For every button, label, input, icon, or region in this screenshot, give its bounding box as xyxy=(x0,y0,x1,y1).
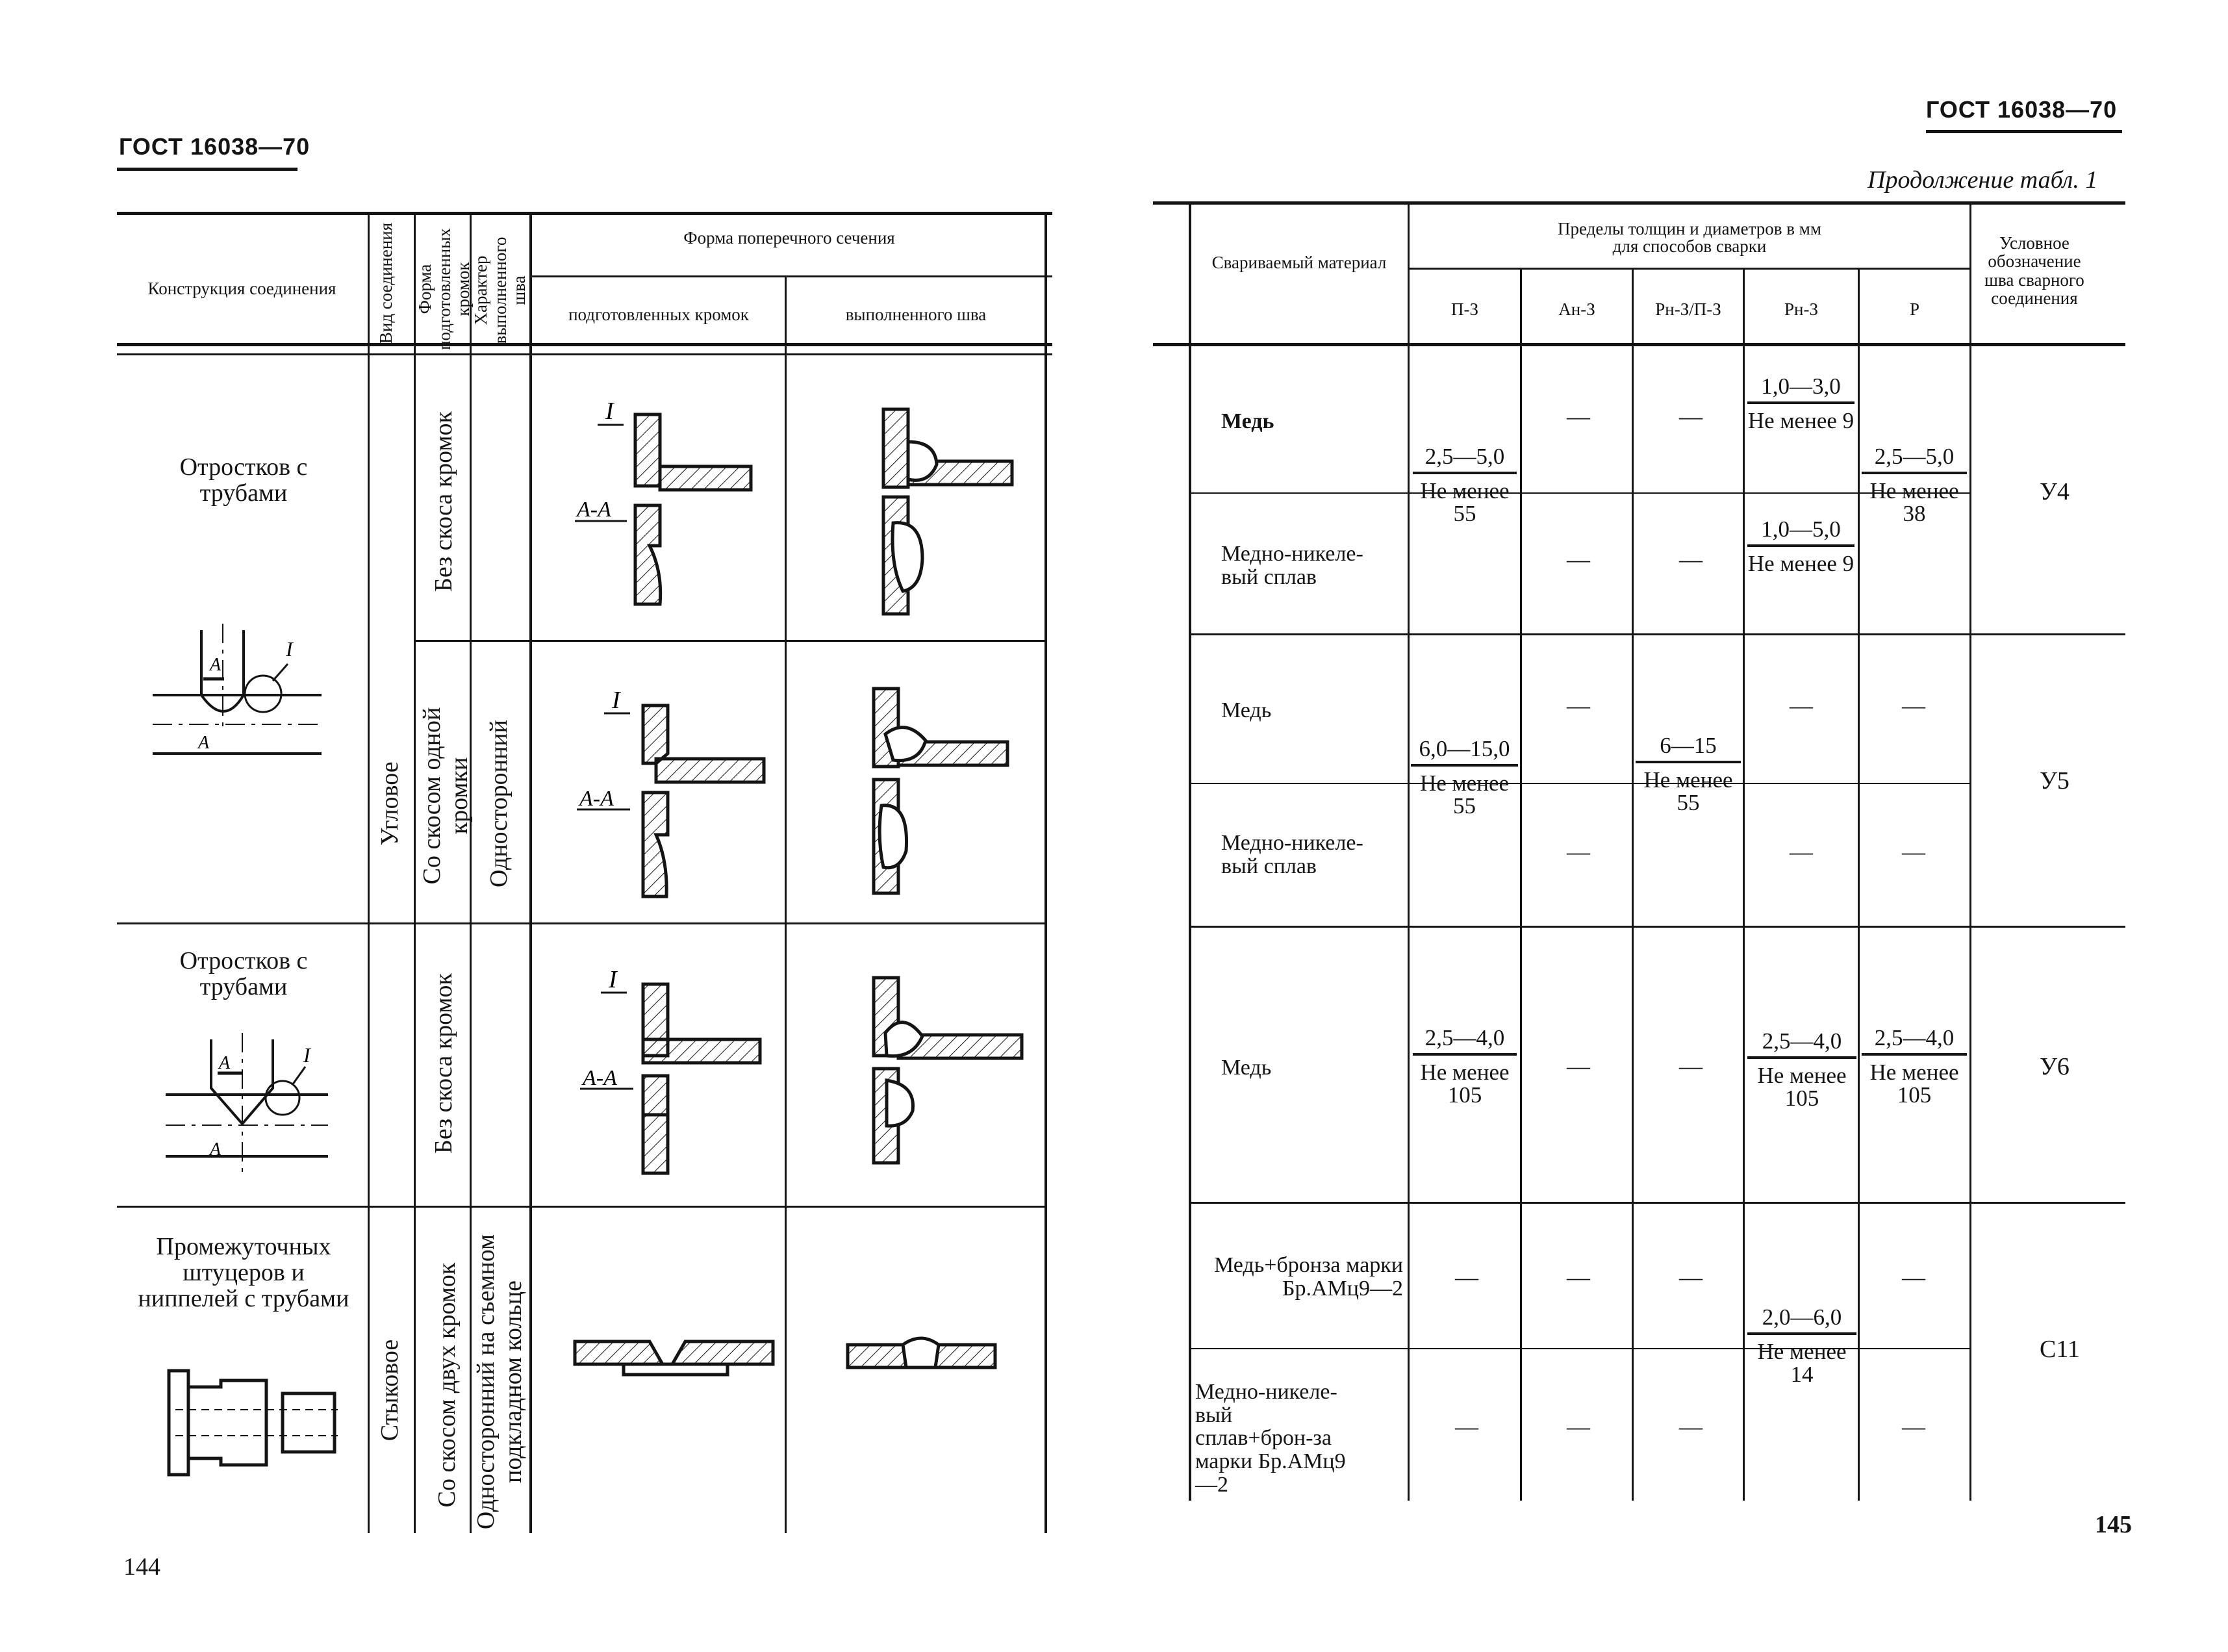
prepared-edges-drawing-2 xyxy=(572,682,766,903)
designation-u4: У4 xyxy=(2040,478,2070,505)
col-limits-header-1: Пределы толщин и диаметров в мм xyxy=(1558,219,1821,238)
col-cross-section-header: Форма поперечного сечения xyxy=(683,228,895,248)
edge-form-row3: Без скоса кромок xyxy=(430,973,457,1154)
value-g1-rnz-a: 1,0—3,0 Не менее 9 xyxy=(1747,374,1855,433)
left-row-sep-3 xyxy=(117,1206,1047,1208)
col-method-anz: Ан-З xyxy=(1558,299,1595,319)
right-methods-rule xyxy=(1408,268,1969,270)
dash-g1-rnzpz-b: — xyxy=(1679,546,1703,572)
left-table-top-rule xyxy=(117,212,1052,215)
dash-g4-pz-a: — xyxy=(1455,1264,1478,1290)
right-group-sep-3 xyxy=(1189,1202,2125,1204)
finished-weld-drawing-1 xyxy=(864,403,1033,617)
col-material-header: Свариваемый материал xyxy=(1211,253,1387,272)
col-limits-header-2: для способов сварки xyxy=(1612,236,1767,256)
svg-text:А-А: А-А xyxy=(579,787,614,811)
dash-g2-r-b: — xyxy=(1902,839,1925,865)
prepared-edges-drawing-1 xyxy=(572,390,753,611)
prepared-edges-drawing-3 xyxy=(575,968,763,1176)
construction-row1: Отростков с трубами xyxy=(179,453,308,507)
left-row-sep-2 xyxy=(117,922,1047,924)
dash-g4-rnzpz-b: — xyxy=(1679,1414,1703,1440)
material-g1-cuni: Медно-никеле-вый сплав xyxy=(1221,542,1363,589)
col-construction-header: Конструкция соединения xyxy=(147,279,336,298)
value-g3-pz: 2,5—4,0 Не менее 105 xyxy=(1413,1026,1517,1106)
joint-type-butt: Стыковое xyxy=(376,1339,403,1442)
construction-row4: Промежуточных штуцеров и ниппелей с трубами xyxy=(138,1233,349,1312)
dash-g4-anz-b: — xyxy=(1567,1414,1590,1440)
value-g1-r: 2,5—5,0 Не менее 38 xyxy=(1862,445,1967,525)
right-group-sep-2 xyxy=(1189,926,2125,928)
right-vline-1 xyxy=(1408,201,1410,1501)
finished-weld-drawing-2 xyxy=(867,682,1043,896)
nipple-pipe-sketch xyxy=(162,1364,344,1481)
right-group-sep-1 xyxy=(1189,633,2125,635)
left-cross-section-rule xyxy=(529,275,1052,277)
left-vline-1 xyxy=(368,212,370,1533)
value-g2-rnzpz: 6—15 Не менее 55 xyxy=(1636,734,1741,814)
right-page-header: ГОСТ 16038—70 xyxy=(1926,96,2118,123)
left-vline-right xyxy=(1044,212,1047,1533)
continuation-note: Продолжение табл. 1 xyxy=(1867,166,2098,194)
left-page-header: ГОСТ 16038—70 xyxy=(119,133,310,160)
left-header-rule xyxy=(117,168,297,171)
left-header-bottom-rule-2 xyxy=(117,353,1052,355)
dash-g1-rnzpz-a: — xyxy=(1679,403,1703,429)
col-joint-type-header: Вид соединения xyxy=(376,222,396,344)
value-g3-r: 2,5—4,0 Не менее 105 xyxy=(1862,1026,1967,1106)
left-vline-4 xyxy=(529,212,532,1533)
material-g2-cuni: Медно-никеле-вый сплав xyxy=(1221,831,1363,878)
col-prepared-edges-header: подготовленных кромок xyxy=(568,305,749,324)
right-vline-4 xyxy=(1743,268,1745,1501)
svg-text:А-А: А-А xyxy=(583,1066,617,1090)
dash-g3-anz: — xyxy=(1567,1053,1590,1079)
right-vline-2 xyxy=(1520,268,1522,1501)
svg-text:А-А: А-А xyxy=(577,498,611,522)
value-g4-rnz: 2,0—6,0 Не менее 14 xyxy=(1747,1306,1856,1386)
svg-text:А: А xyxy=(219,1053,231,1073)
dash-g2-r-a: — xyxy=(1902,693,1925,718)
designation-u6: У6 xyxy=(2040,1053,2070,1080)
finished-weld-drawing-4 xyxy=(844,1332,1000,1384)
dash-g1-anz-a: — xyxy=(1567,403,1590,429)
svg-text:I: I xyxy=(612,687,620,714)
material-g3-copper: Медь xyxy=(1221,1056,1272,1080)
svg-text:I: I xyxy=(609,966,617,993)
edge-form-row1: Без скоса кромок xyxy=(430,411,457,592)
left-row-sep-1 xyxy=(414,640,1047,642)
material-g2-copper: Медь xyxy=(1221,698,1272,722)
left-header-bottom-rule xyxy=(117,343,1052,346)
material-g4-cuni-bronze: Медно-никеле-вый сплав+брон-за марки Бр.АМц9—2 xyxy=(1195,1380,1346,1497)
construction-row3: Отростков с трубами xyxy=(179,947,308,1000)
svg-text:А: А xyxy=(210,1139,222,1160)
dash-g2-anz-a: — xyxy=(1567,693,1590,718)
right-vline-left xyxy=(1189,201,1191,1501)
col-designation-header: Условное обозначение шва сварного соединения xyxy=(1984,233,2084,309)
weld-character-one-sided: Односторонний xyxy=(485,720,513,887)
prepared-edges-drawing-4 xyxy=(572,1332,779,1397)
dash-g1-anz-b: — xyxy=(1567,546,1590,572)
dash-g2-anz-b: — xyxy=(1567,839,1590,865)
value-g1-rnz-b: 1,0—5,0 Не менее 9 xyxy=(1747,516,1855,576)
right-page-number: 145 xyxy=(2095,1511,2132,1538)
value-g3-rnz: 2,5—4,0 Не менее 105 xyxy=(1747,1030,1856,1110)
weld-character-ring: Односторонний на съемном подкладном кольце xyxy=(472,1234,527,1530)
right-vline-6 xyxy=(1969,201,1971,1501)
left-vline-5 xyxy=(785,275,787,1533)
edge-form-row2: Со скосом одной кромки xyxy=(418,707,473,885)
value-g2-pz: 6,0—15,0 Не менее 55 xyxy=(1411,737,1518,817)
joint-type-corner: Угловое xyxy=(376,761,403,846)
dash-g3-rnzpz: — xyxy=(1679,1053,1703,1079)
left-page-number: 144 xyxy=(123,1553,160,1581)
svg-text:А: А xyxy=(198,733,210,753)
col-method-rnzpz: Рн-З/П-З xyxy=(1655,299,1721,319)
col-finished-weld-header: выполненного шва xyxy=(845,305,987,324)
designation-u5: У5 xyxy=(2040,767,2070,794)
col-method-r: Р xyxy=(1909,299,1920,319)
right-inner-sep-1 xyxy=(1191,492,1969,494)
dash-g4-r-b: — xyxy=(1902,1414,1925,1440)
branch-pipe-sketch-2 xyxy=(159,1033,341,1176)
col-method-rnz: Рн-З xyxy=(1784,299,1818,319)
col-weld-character-header: Характер выполненного шва xyxy=(471,236,529,344)
right-inner-sep-2 xyxy=(1191,783,1969,784)
dash-g4-anz-a: — xyxy=(1567,1264,1590,1290)
edge-form-row4: Со скосом двух кромок xyxy=(433,1262,461,1508)
material-g4-cu-bronze: Медь+бронза марки Бр.АМц9—2 xyxy=(1213,1253,1403,1301)
svg-text:I: I xyxy=(286,637,293,661)
svg-text:I: I xyxy=(605,398,614,425)
left-vline-2 xyxy=(414,212,416,1533)
col-edge-form-header: Форма подготовленных кромок xyxy=(415,228,474,350)
right-table-top-rule xyxy=(1153,201,2125,205)
dash-g4-rnzpz-a: — xyxy=(1679,1264,1703,1290)
svg-text:А: А xyxy=(210,655,222,675)
right-header-rule xyxy=(1926,130,2122,133)
material-g1-copper: Медь xyxy=(1221,409,1274,433)
dash-g4-r-a: — xyxy=(1902,1264,1925,1290)
dash-g4-pz-b: — xyxy=(1455,1414,1478,1440)
finished-weld-drawing-3 xyxy=(867,971,1043,1166)
svg-text:I: I xyxy=(303,1043,310,1067)
branch-pipe-sketch-1 xyxy=(146,624,328,767)
value-g1-pz: 2,5—5,0 Не менее 55 xyxy=(1413,445,1517,525)
right-vline-5 xyxy=(1858,268,1860,1501)
designation-c11: С11 xyxy=(2040,1336,2080,1363)
right-header-bottom-rule xyxy=(1153,343,2125,346)
col-method-pz: П-З xyxy=(1450,299,1479,319)
right-vline-3 xyxy=(1632,268,1634,1501)
dash-g2-rnz-a: — xyxy=(1790,693,1813,718)
dash-g2-rnz-b: — xyxy=(1790,839,1813,865)
